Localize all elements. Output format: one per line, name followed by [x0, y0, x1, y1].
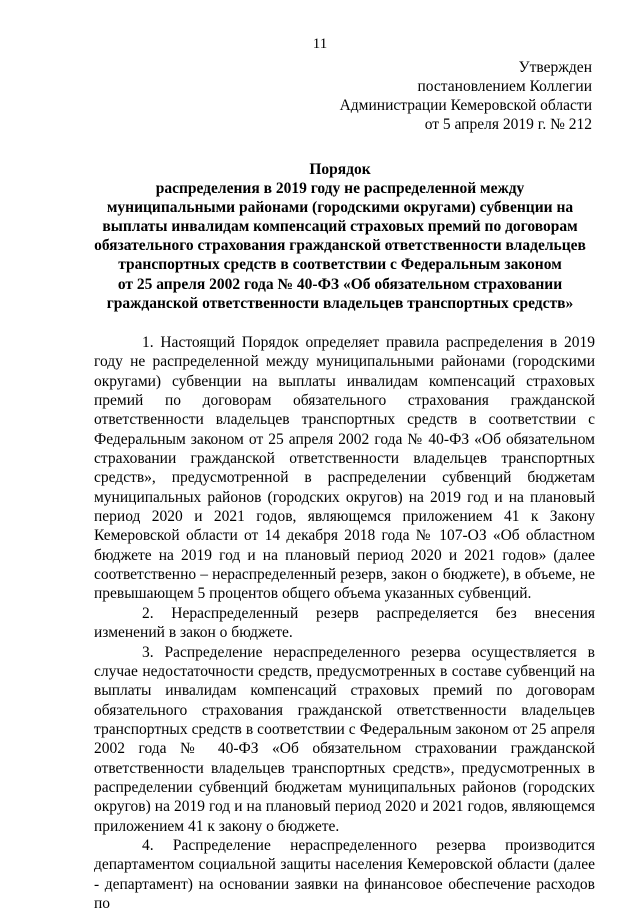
- title-line: обязательного страхования гражданской ответственности владельцев: [94, 237, 586, 255]
- title-line: от 25 апреля 2002 года № 40-ФЗ «Об обязательном страховании: [117, 275, 563, 293]
- approval-line: Администрации Кемеровской области: [339, 97, 592, 114]
- title-line: Порядок: [309, 161, 371, 178]
- title-line: гражданской ответственности владельцев транспортных средств»: [106, 294, 574, 312]
- approval-line: от 5 апреля 2019 г. № 212: [424, 116, 592, 133]
- paragraph-1: 1. Настоящий Порядок определяет правила распределения в 2019 году не распределенной между муниципальными районами (городскими округами) субвенции на выплаты инвалидам компенсаций страховых премий по договорам обязательного страхования гражданской ответственности владельцев транспортных средств в соответствии с Федеральным законом от 25 апреля 2002 года № 40-ФЗ «Об обязательном страховании гражданской ответственности владельцев транспортных средств», предусмотренной в распределении субвенций бюджетам муниципальных районов (городских округов) на 2019 год и на плановый период 2020 и 2021 годов, являющемся приложением 41 к Закону Кемеровской области от 14 декабря 2018 года № 107-ОЗ «Об областном бюджете на 2019 год и на плановый период 2020 и 2021 годов» (далее соответственно – нераспределенный резерв, закон о бюджете), в объеме, не превышающем 5 процентов общего объема указанных субвенций.: [94, 334, 595, 603]
- approval-line: постановлением Коллегии: [417, 78, 592, 95]
- document-title: [62, 160, 618, 313]
- title-line: выплаты инвалидам компенсаций страховых премий по договорам: [102, 218, 578, 236]
- paragraph-2: 2. Нераспределенный резерв распределяется без внесения изменений в закон о бюджете.: [94, 604, 595, 642]
- title-line: распределения в 2019 году не распределенной между: [155, 180, 525, 198]
- title-line: муниципальными районами (городскими округами) субвенции на: [106, 199, 574, 217]
- approval-line: Утвержден: [518, 59, 592, 76]
- paragraph-3: 3. Распределение нераспределенного резерва осуществляется в случае недостаточности средств, предусмотренных в составе субвенций на выплаты инвалидам компенсаций страховых премий по договорам обязательного страхования гражданской ответственности владельцев транспортных средств в соответствии с Федеральным законом от 25 апреля 2002 года № 40-ФЗ «Об обязательном страховании гражданской ответственности владельцев транспортных средств», предусмотренных в распределении субвенций бюджетам муниципальных районов (городских округов) на 2019 год и на плановый период 2020 и 2021 годов, являющемся приложением 41 к закону о бюджете.: [94, 643, 595, 835]
- paragraph-4: 4. Распределение нераспределенного резерва производится департаментом социальной защиты населения Кемеровской области (далее - департамент) на основании заявки на финансовое обеспечение расходов по: [94, 836, 595, 912]
- title-line: транспортных средств в соответствии с Федеральным законом: [118, 256, 562, 274]
- approval-block: [340, 58, 592, 134]
- document-body: [94, 333, 595, 913]
- page-number: 11: [312, 36, 328, 52]
